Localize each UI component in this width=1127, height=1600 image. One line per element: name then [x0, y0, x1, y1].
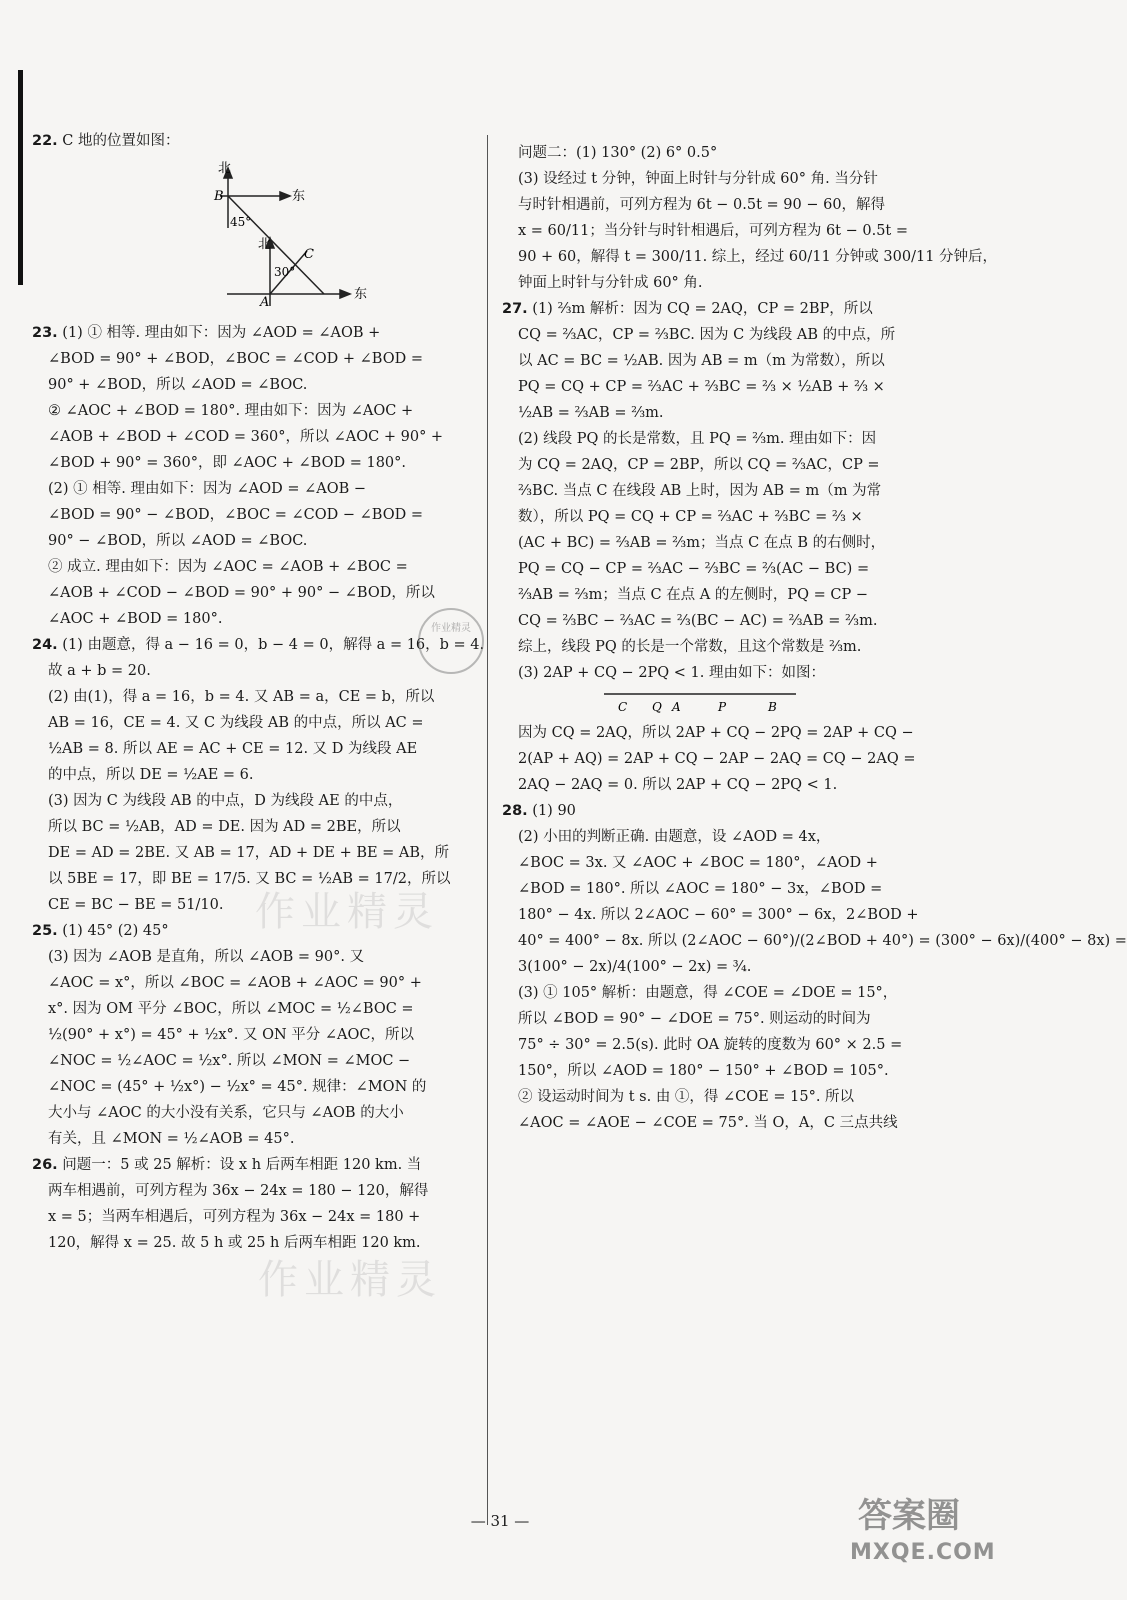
stamp: [418, 608, 484, 674]
text-line: (2) 由(1)，得 a = 16，b = 4. 又 AB = a，CE = b，所以: [48, 689, 435, 705]
map-figure: [182, 156, 482, 316]
text-line: [32, 1152, 472, 1178]
question-text: (1) 90: [527, 803, 576, 819]
text-line: 问题二：(1) 130° (2) 6° 0.5°: [518, 145, 718, 161]
point-b-label: B: [214, 189, 224, 204]
text-line: ∠NOC = (45° + ½x°) − ½x° = 45°. 规律：∠MON 的: [48, 1079, 427, 1095]
question-number: 28.: [502, 803, 528, 819]
text-line: 2AQ − 2AQ = 0. 所以 2AP + CQ − 2PQ < 1.: [518, 777, 838, 793]
text-line: 为 CQ = 2AQ，CP = 2BP，所以 CQ = ⅔AC，CP =: [518, 457, 880, 473]
text-line: x = 60/11；当分针与时针相遇后，可列方程为 6t − 0.5t =: [518, 223, 909, 239]
question-text: (1) 45° (2) 45°: [57, 923, 169, 939]
text-line: ∠BOD = 180°. 所以 ∠AOC = 180° − 3x，∠BOD =: [518, 881, 883, 897]
text-line: 与时针相遇前，可列方程为 6t − 0.5t = 90 − 60，解得: [518, 197, 886, 213]
left-column: [32, 128, 485, 1256]
text-line: ½AB = 8. 所以 AE = AC + CE = 12. 又 D 为线段 AE: [48, 741, 418, 757]
question-number: 27.: [502, 301, 528, 317]
text-line: ⅔AB = ⅔m；当点 C 在点 A 的左侧时，PQ = CP −: [518, 587, 868, 603]
column-divider: [487, 135, 488, 1525]
text-line: ∠BOD = 90° + ∠BOD，∠BOC = ∠COD + ∠BOD =: [48, 351, 424, 367]
watermark-1: 作业精灵: [255, 889, 439, 935]
text-line: 40° = 400° − 8x. 所以 (2∠AOC − 60°)/(2∠BOD + 40°) = (300° − 6x)/(400° − 8x) =: [518, 933, 1127, 949]
question-number: 23.: [32, 325, 58, 341]
text-line: 故 a + b = 20.: [48, 663, 151, 679]
text-line: 数），所以 PQ = CQ + CP = ⅔AC + ⅔BC = ⅔ ×: [518, 509, 863, 525]
text-line: 所以 BC = ½AB，AD = DE. 因为 AD = 2BE，所以: [48, 819, 401, 835]
question-number: 24.: [32, 637, 58, 653]
east-label-bottom: 东: [354, 287, 368, 302]
text-line: [502, 798, 962, 824]
question-text: (1) 由题意，得 a − 16 = 0，b − 4 = 0，解得 a = 16，b = 4.: [57, 637, 485, 653]
text-line: ∠AOC = ∠AOE − ∠COE = 75°. 当 O，A，C 三点共线: [518, 1115, 898, 1131]
text-line: 2(AP + AQ) = 2AP + CQ − 2AP − 2AQ = CQ − 2AQ =: [518, 751, 916, 767]
text-line: [32, 320, 472, 346]
question-number: 26.: [32, 1157, 58, 1173]
text-line: ∠BOD + 90° = 360°，即 ∠AOC + ∠BOD = 180°.: [48, 455, 407, 471]
text-line: 3(100° − 2x)/4(100° − 2x) = ¾.: [518, 959, 752, 975]
text-line: (3) 因为 C 为线段 AB 的中点，D 为线段 AE 的中点，: [48, 793, 403, 809]
text-line: DE = AD = 2BE. 又 AB = 17，AD + DE + BE = AB，所: [48, 845, 450, 861]
text-line: ∠AOC = x°，所以 ∠BOC = ∠AOB + ∠AOC = 90° +: [48, 975, 422, 991]
segment-figure: [600, 688, 800, 716]
point-a-label: A: [260, 295, 270, 310]
segment-label-2: A: [672, 700, 681, 714]
text-line: 有关，且 ∠MON = ½∠AOB = 45°.: [48, 1131, 295, 1147]
stamp-text: 作业精灵: [431, 623, 471, 634]
watermark-2: 作业精灵: [258, 1257, 442, 1303]
text-line: ② 成立. 理由如下：因为 ∠AOC = ∠AOB + ∠BOC =: [48, 559, 408, 575]
text-line: 以 AC = BC = ½AB. 因为 AB = m（m 为常数），所以: [518, 353, 885, 369]
angle-b-label: 45°: [230, 215, 252, 229]
text-line: (2) 线段 PQ 的长是常数，且 PQ = ⅔m. 理由如下：因: [518, 431, 877, 447]
text-line: (3) 设经过 t 分钟，钟面上时针与分针成 60° 角. 当分针: [518, 171, 878, 187]
text-line: PQ = CQ + CP = ⅔AC + ⅔BC = ⅔ × ½AB + ⅔ ×: [518, 379, 885, 395]
question-text: 问题一：5 或 25 解析：设 x h 后两车相距 120 km. 当: [57, 1157, 422, 1173]
text-line: (3) 2AP + CQ − 2PQ < 1. 理由如下：如图：: [518, 665, 825, 681]
text-line: 综上，线段 PQ 的长是一个常数，且这个常数是 ⅔m.: [518, 639, 862, 655]
site-logo: 答案圈: [858, 1496, 960, 1536]
text-line: (AC + BC) = ⅔AB = ⅔m；当点 C 在点 B 的右侧时，: [518, 535, 886, 551]
text-line: (3) ① 105° 解析：由题意，得 ∠COE = ∠DOE = 15°，: [518, 985, 898, 1001]
text-line: x°. 因为 OM 平分 ∠BOC，所以 ∠MOC = ½∠BOC =: [48, 1001, 414, 1017]
text-line: ∠AOB + ∠BOD + ∠COD = 360°，所以 ∠AOC + 90° +: [48, 429, 444, 445]
text-line: 75° ÷ 30° = 2.5(s). 此时 OA 旋转的度数为 60° × 2.5 =: [518, 1037, 903, 1053]
question-number: 25.: [32, 923, 58, 939]
east-label-top: 东: [292, 189, 306, 204]
text-line: PQ = CQ − CP = ⅔AC − ⅔BC = ⅔(AC − BC) =: [518, 561, 870, 577]
north-label-top: 北: [218, 161, 232, 176]
text-line: 的中点，所以 DE = ½AE = 6.: [48, 767, 254, 783]
question-text: C 地的位置如图：: [57, 133, 180, 149]
text-line: (2) ① 相等. 理由如下：因为 ∠AOD = ∠AOB −: [48, 481, 367, 497]
text-line: [502, 296, 962, 322]
text-line: ∠BOD = 90° − ∠BOD，∠BOC = ∠COD − ∠BOD =: [48, 507, 424, 523]
text-line: [32, 128, 472, 154]
page-number: — 31 —: [470, 1512, 530, 1530]
text-line: ⅔BC. 当点 C 在线段 AB 上时，因为 AB = m（m 为常: [518, 483, 882, 499]
angle-a-label: 30°: [274, 265, 296, 279]
segment-label-3: P: [718, 700, 727, 714]
right-column: [502, 140, 1127, 1136]
text-line: 90° + ∠BOD，所以 ∠AOD = ∠BOC.: [48, 377, 308, 393]
text-line: 90 + 60，解得 t = 300/11. 综上，经过 60/11 分钟或 300/11 分钟后，: [518, 249, 998, 265]
text-line: 180° − 4x. 所以 2∠AOC − 60° = 300° − 6x，2∠BOD +: [518, 907, 919, 923]
text-line: ½(90° + x°) = 45° + ½x°. 又 ON 平分 ∠AOC，所以: [48, 1027, 415, 1043]
text-line: 所以 ∠BOD = 90° − ∠DOE = 75°. 则运动的时间为: [518, 1011, 871, 1027]
text-line: ② ∠AOC + ∠BOD = 180°. 理由如下：因为 ∠AOC +: [48, 403, 414, 419]
segment-label-4: B: [768, 700, 777, 714]
segment-label-0: C: [618, 700, 628, 714]
text-line: x = 5；当两车相遇后，可列方程为 36x − 24x = 180 +: [48, 1209, 421, 1225]
left-edge-bar: [18, 70, 23, 285]
text-line: 两车相遇前，可列方程为 36x − 24x = 180 − 120，解得: [48, 1183, 429, 1199]
point-c-label: C: [304, 247, 314, 262]
site-url: MXQE.COM: [850, 1540, 996, 1565]
text-line: 因为 CQ = 2AQ，所以 2AP + CQ − 2PQ = 2AP + CQ −: [518, 725, 914, 741]
text-line: 以 5BE = 17，即 BE = 17/5. 又 BC = ½AB = 17/2，所以: [48, 871, 451, 887]
text-line: ∠AOC + ∠BOD = 180°.: [48, 611, 223, 627]
text-line: 大小与 ∠AOC 的大小没有关系，它只与 ∠AOB 的大小: [48, 1105, 404, 1121]
text-line: CE = BC − BE = 51/10.: [48, 897, 224, 913]
text-line: 120，解得 x = 25. 故 5 h 或 25 h 后两车相距 120 km.: [48, 1235, 421, 1251]
question-text: (1) ① 相等. 理由如下：因为 ∠AOD = ∠AOB +: [57, 325, 381, 341]
text-line: AB = 16，CE = 4. 又 C 为线段 AB 的中点，所以 AC =: [48, 715, 424, 731]
text-line: (3) 因为 ∠AOB 是直角，所以 ∠AOB = 90°. 又: [48, 949, 365, 965]
text-line: CQ = ⅔BC − ⅔AC = ⅔(BC − AC) = ⅔AB = ⅔m.: [518, 613, 878, 629]
question-number: 22.: [32, 133, 58, 149]
text-line: ∠NOC = ½∠AOC = ½x°. 所以 ∠MON = ∠MOC −: [48, 1053, 411, 1069]
text-line: [32, 632, 485, 658]
text-line: 钟面上时针与分针成 60° 角.: [518, 275, 703, 291]
question-text: (1) ⅔m 解析：因为 CQ = 2AQ，CP = 2BP，所以: [527, 301, 873, 317]
segment-label-1: Q: [652, 700, 662, 714]
north-label-bottom: 北: [258, 237, 272, 252]
text-line: ② 设运动时间为 t s. 由 ①，得 ∠COE = 15°. 所以: [518, 1089, 855, 1105]
text-line: 90° − ∠BOD，所以 ∠AOD = ∠BOC.: [48, 533, 308, 549]
text-line: ½AB = ⅔AB = ⅔m.: [518, 405, 664, 421]
text-line: CQ = ⅔AC，CP = ⅔BC. 因为 C 为线段 AB 的中点，所: [518, 327, 896, 343]
text-line: 150°，所以 ∠AOD = 180° − 150° + ∠BOD = 105°.: [518, 1063, 889, 1079]
text-line: ∠BOC = 3x. 又 ∠AOC + ∠BOC = 180°，∠AOD +: [518, 855, 878, 871]
text-line: (2) 小田的判断正确. 由题意，设 ∠AOD = 4x，: [518, 829, 831, 845]
text-line: ∠AOB + ∠COD − ∠BOD = 90° + 90° − ∠BOD，所以: [48, 585, 435, 601]
